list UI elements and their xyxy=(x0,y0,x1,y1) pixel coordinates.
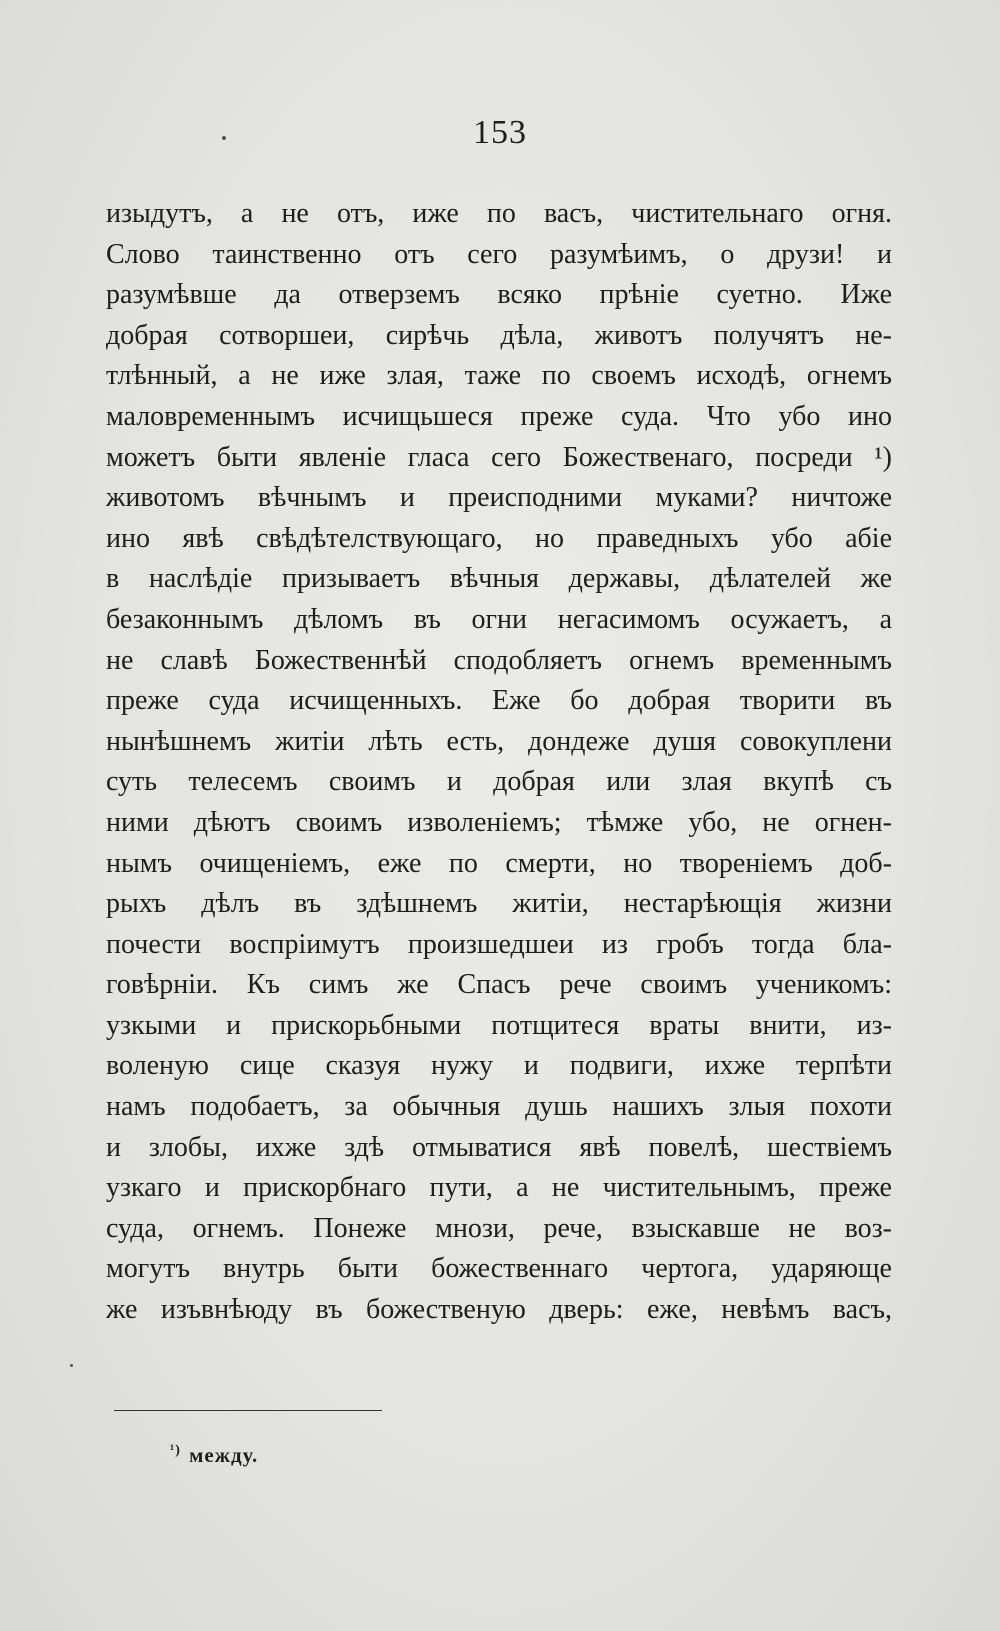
text-line: Слово таинственно отъ сего разумѣимъ, о друзи! и xyxy=(106,238,892,270)
text-line: же изъвнѣюду въ божественую дверь: еже, невѣмъ васъ, xyxy=(106,1294,892,1326)
text-line: намъ подобаетъ, за обычныя душь нашихъ злыя похоти xyxy=(106,1091,892,1123)
text-line: не славѣ Божественнѣй сподобляетъ огнемъ временнымъ xyxy=(106,644,892,676)
text-line: рыхъ дѣлъ въ здѣшнемъ житіи, нестарѣющія жизни xyxy=(106,888,892,920)
text-line: ино явѣ свѣдѣтелствующаго, но праведныхъ убо абіе xyxy=(106,522,892,554)
text-line: добрая сотворшеи, сирѣчь дѣла, животъ получятъ не- xyxy=(106,319,892,351)
text-line: узкаго и прискорбнаго пути, а не чистительнымъ, преже xyxy=(106,1172,892,1204)
text-line: говѣрніи. Къ симъ же Спасъ рече своимъ ученикомъ: xyxy=(106,969,892,1001)
text-line: почести воспріимутъ произшедшеи из гробъ тогда бла- xyxy=(106,928,892,960)
text-line: тлѣнный, а не иже злая, таже по своемъ исходѣ, огнемъ xyxy=(106,360,892,392)
text-line: узкыми и прискорьбными потщитеся враты внити, из- xyxy=(106,1009,892,1041)
text-line: разумѣвше да отверземъ всяко прѣніе суетно. Иже xyxy=(106,279,892,311)
text-line: маловременнымъ исчищьшеся преже суда. Что убо ино xyxy=(106,400,892,432)
text-line: преже суда исчищенныхъ. Еже бо добрая творити въ xyxy=(106,685,892,717)
text-line: суда, огнемъ. Понеже мнози, рече, взыскавше не воз- xyxy=(106,1212,892,1244)
text-line: нынѣшнемъ житіи лѣть есть, дондеже душя совокуплени xyxy=(106,725,892,757)
text-line: изыдутъ, а не отъ, иже по васъ, чистительнаго огня. xyxy=(106,198,892,229)
ink-speck xyxy=(70,1364,73,1367)
text-line: могутъ внутрь быти божественнаго чертога, ударяюще xyxy=(106,1253,892,1285)
text-line: животомъ вѣчнымъ и преисподними муками? ничтоже xyxy=(106,482,892,514)
text-line: и злобы, ихже здѣ отмыватися явѣ повелѣ, шествіемъ xyxy=(106,1131,892,1163)
footnote xyxy=(170,1443,258,1468)
text-line: в наслѣдіе призываетъ вѣчныя державы, дѣлателей же xyxy=(106,563,892,595)
text-line: ними дѣютъ своимъ изволеніемъ; тѣмже убо, не огнен- xyxy=(106,806,892,838)
footnote-divider xyxy=(114,1410,382,1411)
text-line: можетъ быти явленіе гласа сего Божественаго, посреди ¹) xyxy=(106,441,892,473)
page-number: 153 xyxy=(473,114,527,151)
text-line: безаконнымъ дѣломъ въ огни негасимомъ осужаетъ, а xyxy=(106,603,892,635)
footnote-marker: ¹) xyxy=(170,1443,181,1458)
body-text xyxy=(106,194,892,1331)
text-line: суть телесемъ своимъ и добрая или злая вкупѣ съ xyxy=(106,766,892,798)
text-line: нымъ очищеніемъ, еже по смерти, но твореніемъ доб- xyxy=(106,847,892,879)
text-line: воленую сице сказуя нужу и подвиги, ихже терпѣти xyxy=(106,1050,892,1082)
footnote-text: между. xyxy=(189,1443,259,1467)
